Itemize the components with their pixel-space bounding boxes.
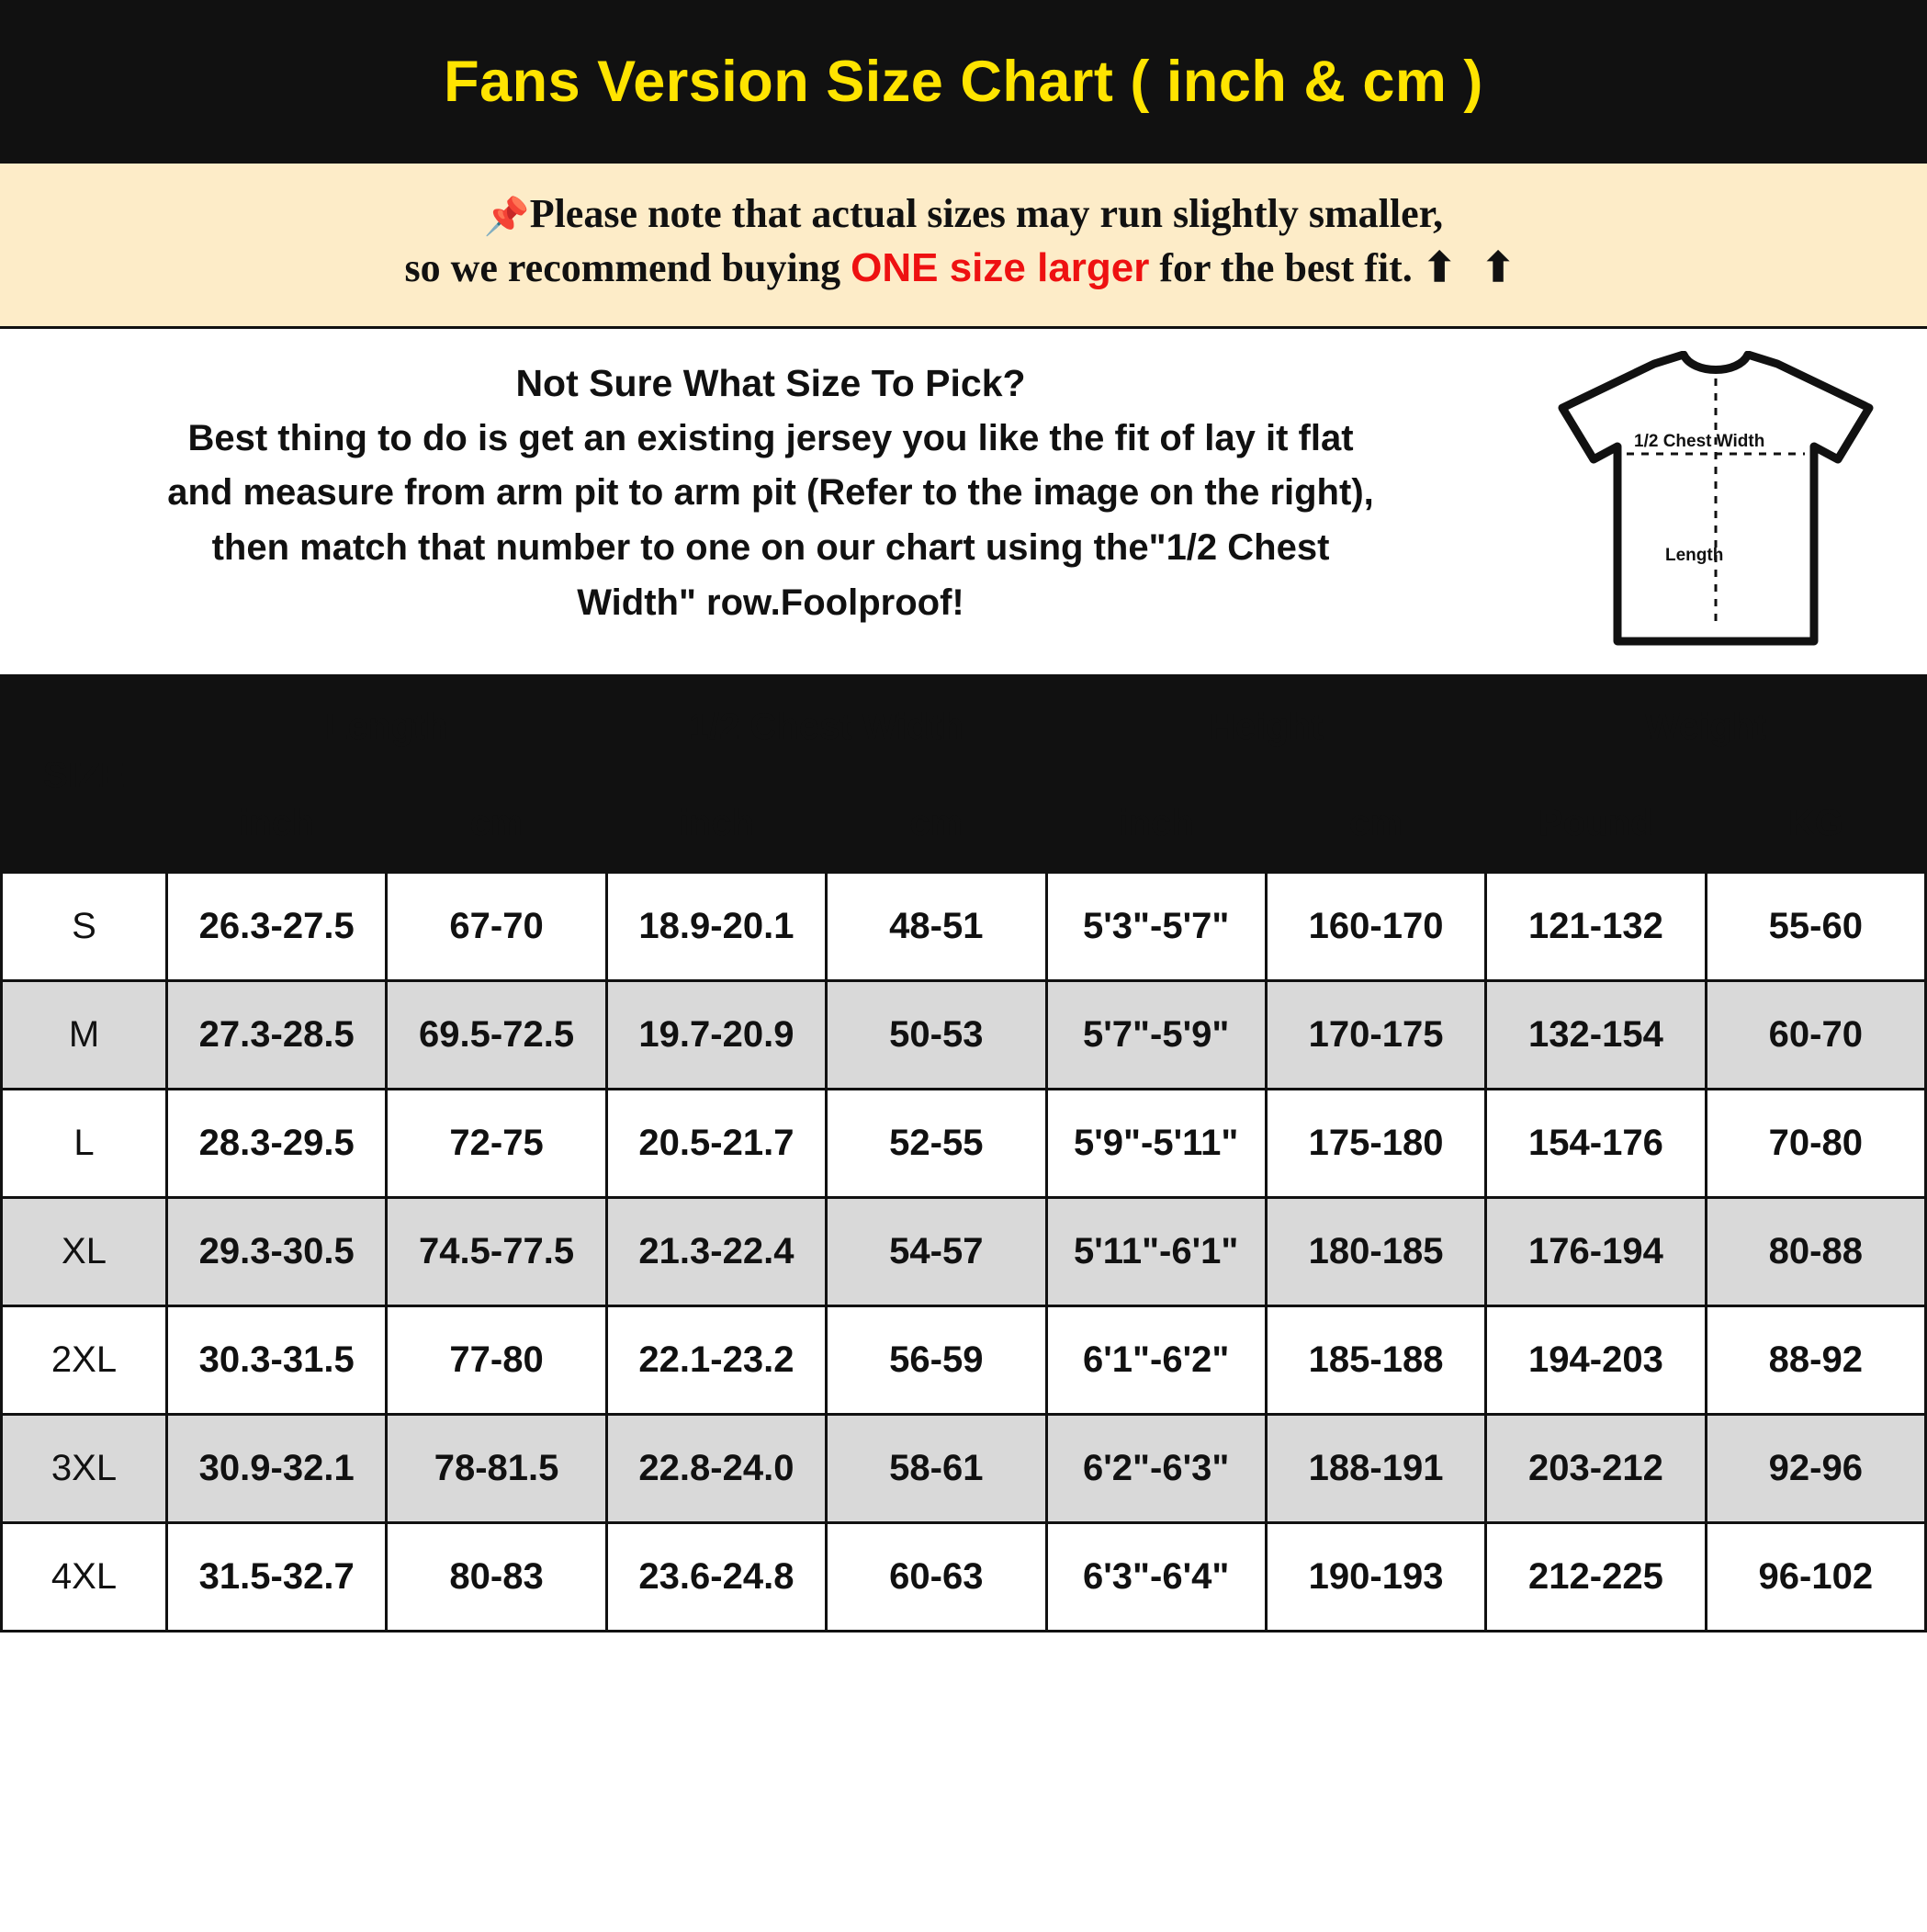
- cell-chest-inch: 21.3-22.4: [606, 1197, 826, 1305]
- table-row: [2, 872, 1926, 980]
- cell-height-inch: 5'11"-6'1": [1046, 1197, 1266, 1305]
- cell-weight-kg: 92-96: [1706, 1414, 1925, 1522]
- col-header-length-cm: cm: [387, 774, 606, 872]
- pushpin-icon: 📌: [483, 196, 530, 237]
- cell-length-inch: 29.3-30.5: [167, 1197, 387, 1305]
- table-row: [2, 1522, 1926, 1631]
- cell-chest-inch: 23.6-24.8: [606, 1522, 826, 1631]
- cell-chest-inch: 22.8-24.0: [606, 1414, 826, 1522]
- cell-weight-pound: 203-212: [1486, 1414, 1706, 1522]
- col-header-height-inch: inch: [1046, 774, 1266, 872]
- table-row: [2, 1305, 1926, 1414]
- cell-weight-pound: 154-176: [1486, 1089, 1706, 1197]
- cell-weight-kg: 88-92: [1706, 1305, 1925, 1414]
- advice-line-1: Best thing to do is get an existing jersey you like the fit of lay it flat: [187, 417, 1354, 458]
- cell-size: M: [2, 980, 167, 1089]
- cell-height-inch: 5'3"-5'7": [1046, 872, 1266, 980]
- cell-size: 3XL: [2, 1414, 167, 1522]
- table-unit-header-row: [2, 774, 1926, 872]
- cell-height-cm: 175-180: [1266, 1089, 1485, 1197]
- note-highlight: ONE size larger: [851, 244, 1150, 290]
- cell-chest-cm: 54-57: [827, 1197, 1046, 1305]
- cell-chest-cm: 50-53: [827, 980, 1046, 1089]
- note-line-1: [28, 187, 1899, 242]
- table-row: [2, 1414, 1926, 1522]
- table-row: [2, 1197, 1926, 1305]
- col-group-length: Length: [167, 679, 607, 774]
- cell-weight-kg: 55-60: [1706, 872, 1925, 980]
- cell-length-inch: 27.3-28.5: [167, 980, 387, 1089]
- up-arrows-icon: ⬆ ⬆: [1422, 244, 1523, 290]
- cell-length-cm: 67-70: [387, 872, 606, 980]
- cell-size: 4XL: [2, 1522, 167, 1631]
- col-header-weight-pound: Pound: [1486, 774, 1706, 872]
- cell-length-inch: 30.3-31.5: [167, 1305, 387, 1414]
- col-header-weight-kg: KG: [1706, 774, 1925, 872]
- page-title: Fans Version Size Chart ( inch & cm ): [444, 50, 1483, 114]
- tee-chest-label: 1/2 Chest Width: [1634, 431, 1765, 451]
- cell-size: S: [2, 872, 167, 980]
- cell-weight-kg: 70-80: [1706, 1089, 1925, 1197]
- cell-height-inch: 6'1"-6'2": [1046, 1305, 1266, 1414]
- size-note: [0, 164, 1927, 329]
- cell-chest-inch: 19.7-20.9: [606, 980, 826, 1089]
- advice-heading: Not Sure What Size To Pick?: [515, 361, 1026, 404]
- cell-chest-cm: 48-51: [827, 872, 1046, 980]
- cell-length-inch: 31.5-32.7: [167, 1522, 387, 1631]
- table-group-header-row: [2, 679, 1926, 774]
- col-header-size: SIZE: [2, 679, 167, 872]
- cell-weight-pound: 176-194: [1486, 1197, 1706, 1305]
- size-table: [0, 678, 1927, 1633]
- cell-length-inch: 28.3-29.5: [167, 1089, 387, 1197]
- cell-size: L: [2, 1089, 167, 1197]
- cell-length-cm: 74.5-77.5: [387, 1197, 606, 1305]
- note-line-2: [28, 242, 1899, 295]
- cell-height-inch: 5'9"-5'11": [1046, 1089, 1266, 1197]
- cell-weight-kg: 96-102: [1706, 1522, 1925, 1631]
- cell-length-cm: 69.5-72.5: [387, 980, 606, 1089]
- cell-chest-cm: 56-59: [827, 1305, 1046, 1414]
- advice-text-block: [18, 345, 1523, 633]
- note-text-1: Please note that actual sizes may run slightly smaller,: [529, 191, 1444, 236]
- tshirt-diagram-icon: [1523, 345, 1909, 654]
- note-text-2a: so we recommend buying: [404, 244, 851, 290]
- cell-weight-pound: 132-154: [1486, 980, 1706, 1089]
- cell-size: 2XL: [2, 1305, 167, 1414]
- cell-height-cm: 188-191: [1266, 1414, 1485, 1522]
- advice-line-4: Width" row.Foolproof!: [577, 582, 964, 623]
- col-group-weight: Weight: [1486, 679, 1926, 774]
- col-header-length-inch: inch: [167, 774, 387, 872]
- cell-chest-inch: 18.9-20.1: [606, 872, 826, 980]
- cell-length-cm: 72-75: [387, 1089, 606, 1197]
- cell-weight-pound: 212-225: [1486, 1522, 1706, 1631]
- cell-height-cm: 185-188: [1266, 1305, 1485, 1414]
- cell-chest-inch: 20.5-21.7: [606, 1089, 826, 1197]
- advice-line-3: then match that number to one on our chart using the"1/2 Chest: [211, 527, 1330, 568]
- cell-chest-inch: 22.1-23.2: [606, 1305, 826, 1414]
- tee-length-label: Length: [1665, 545, 1724, 565]
- col-header-chest-inch: inch: [606, 774, 826, 872]
- cell-weight-kg: 60-70: [1706, 980, 1925, 1089]
- cell-height-cm: 180-185: [1266, 1197, 1485, 1305]
- col-header-height-cm: cm: [1266, 774, 1485, 872]
- note-text-2b: for the best fit.: [1149, 244, 1423, 290]
- table-row: [2, 1089, 1926, 1197]
- cell-chest-cm: 58-61: [827, 1414, 1046, 1522]
- col-header-chest-cm: cm: [827, 774, 1046, 872]
- advice-section: [0, 329, 1927, 678]
- cell-weight-pound: 194-203: [1486, 1305, 1706, 1414]
- table-row: [2, 980, 1926, 1089]
- cell-size: XL: [2, 1197, 167, 1305]
- cell-height-cm: 190-193: [1266, 1522, 1485, 1631]
- size-table-body: [2, 872, 1926, 1631]
- cell-chest-cm: 52-55: [827, 1089, 1046, 1197]
- col-group-height: Height: [1046, 679, 1486, 774]
- cell-length-cm: 80-83: [387, 1522, 606, 1631]
- cell-height-inch: 5'7"-5'9": [1046, 980, 1266, 1089]
- cell-height-inch: 6'2"-6'3": [1046, 1414, 1266, 1522]
- cell-height-cm: 160-170: [1266, 872, 1485, 980]
- cell-length-inch: 26.3-27.5: [167, 872, 387, 980]
- advice-line-2: and measure from arm pit to arm pit (Refer to the image on the right),: [167, 472, 1374, 514]
- cell-height-inch: 6'3"-6'4": [1046, 1522, 1266, 1631]
- cell-length-cm: 78-81.5: [387, 1414, 606, 1522]
- cell-weight-kg: 80-88: [1706, 1197, 1925, 1305]
- size-table-head: [2, 679, 1926, 872]
- col-group-chest: 1/2 Chest Width: [606, 679, 1046, 774]
- cell-chest-cm: 60-63: [827, 1522, 1046, 1631]
- cell-length-inch: 30.9-32.1: [167, 1414, 387, 1522]
- cell-height-cm: 170-175: [1266, 980, 1485, 1089]
- cell-weight-pound: 121-132: [1486, 872, 1706, 980]
- cell-length-cm: 77-80: [387, 1305, 606, 1414]
- header-banner: [0, 0, 1927, 164]
